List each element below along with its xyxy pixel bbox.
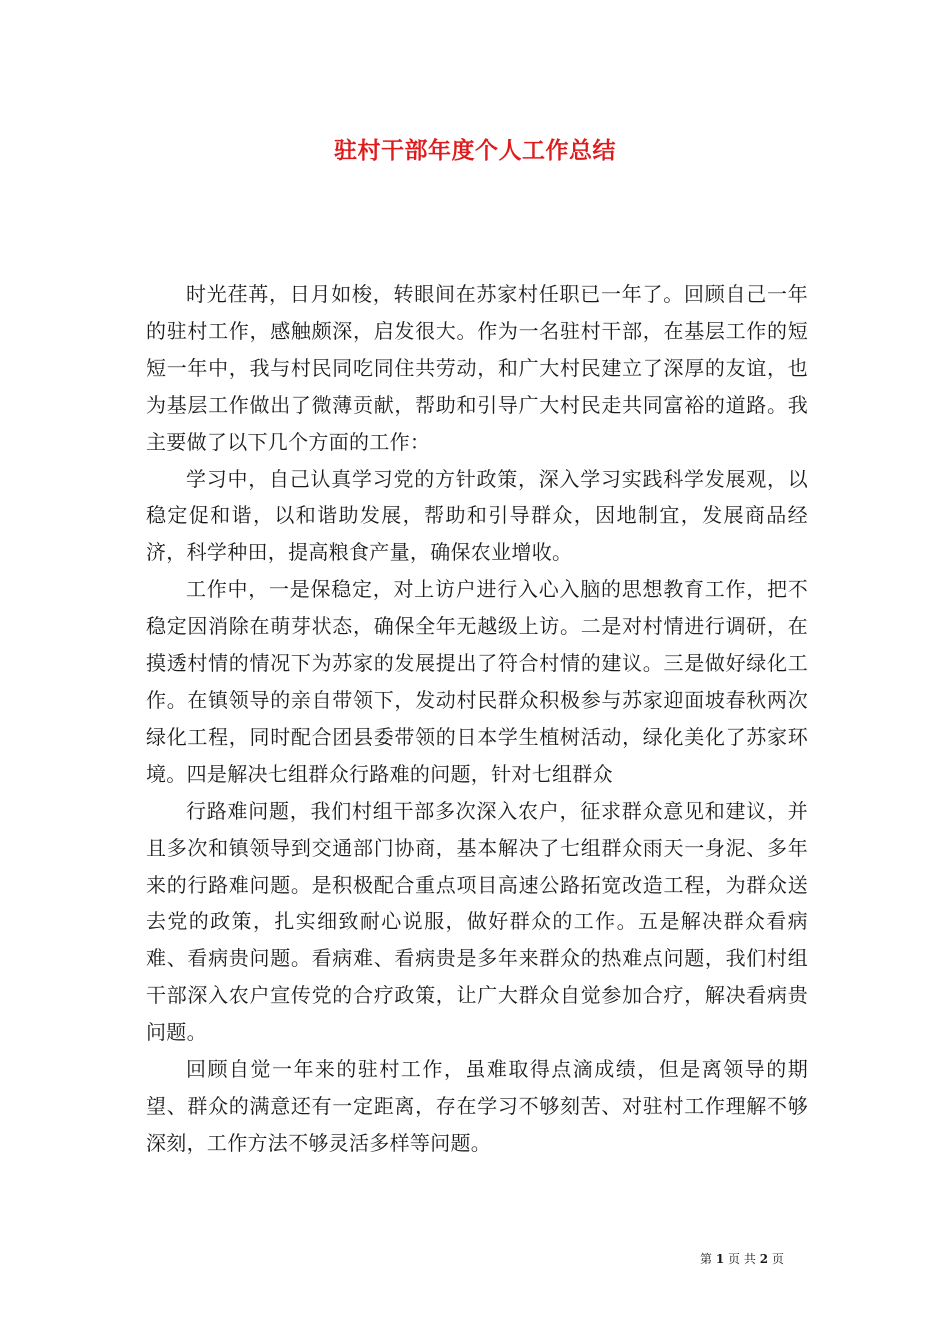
footer-total-pages: 2 xyxy=(759,1252,769,1266)
footer-current-page: 1 xyxy=(715,1252,725,1266)
paragraph-intro: 时光荏苒，日月如梭，转眼间在苏家村任职已一年了。回顾自己一年的驻村工作，感触颇深，启发很大。作为一名驻村干部，在基层工作的短短一年中，我与村民同吃同住共劳动，和广大村民建立了深厚的友谊，也为基层工作做出了微薄贡献，帮助和引导广大村民走共同富裕的道路。我主要做了以下几个方面的工作： xyxy=(146,282,808,454)
document-title: 驻村干部年度个人工作总结 xyxy=(334,137,616,164)
page-number-footer xyxy=(700,1250,784,1267)
footer-prefix: 第 xyxy=(700,1252,713,1266)
paragraph-work: 工作中，一是保稳定，对上访户进行入心入脑的思想教育工作，把不稳定因消除在萌芽状态，确保全年无越级上访。二是对村情进行调研，在摸透村情的情况下为苏家的发展提出了符合村情的建议。三是做好绿化工作。在镇领导的亲自带领下，发动村民群众积极参与苏家迎面坡春秋两次绿化工程，同时配合团县委带领的日本学生植树活动，绿化美化了苏家环境。四是解决七组群众行路难的问题，针对七组群众 xyxy=(146,577,808,786)
paragraph-review: 回顾自觉一年来的驻村工作，虽难取得点滴成绩，但是离领导的期望、群众的满意还有一定距离，存在学习不够刻苦、对驻村工作理解不够深刻，工作方法不够灵活多样等问题。 xyxy=(146,1057,808,1155)
paragraph-study: 学习中，自己认真学习党的方针政策，深入学习实践科学发展观，以稳定促和谐，以和谐助发展，帮助和引导群众，因地制宜，发展商品经济，科学种田，提高粮食产量，确保农业增收。 xyxy=(146,466,808,565)
footer-suffix: 页 xyxy=(771,1252,784,1266)
document-body xyxy=(146,276,808,1162)
paragraph-road: 行路难问题，我们村组干部多次深入农户，征求群众意见和建议，并且多次和镇领导到交通部门协商，基本解决了七组群众雨天一身泥、多年来的行路难问题。是积极配合重点项目高速公路拓宽改造工程，为群众送去党的政策，扎实细致耐心说服，做好群众的工作。五是解决群众看病难、看病贵问题。看病难、看病贵是多年来群众的热难点问题，我们村组干部深入农户宣传党的合疗政策，让广大群众自觉参加合疗，解决看病贵问题。 xyxy=(146,798,808,1045)
footer-middle: 页 共 xyxy=(728,1252,756,1266)
